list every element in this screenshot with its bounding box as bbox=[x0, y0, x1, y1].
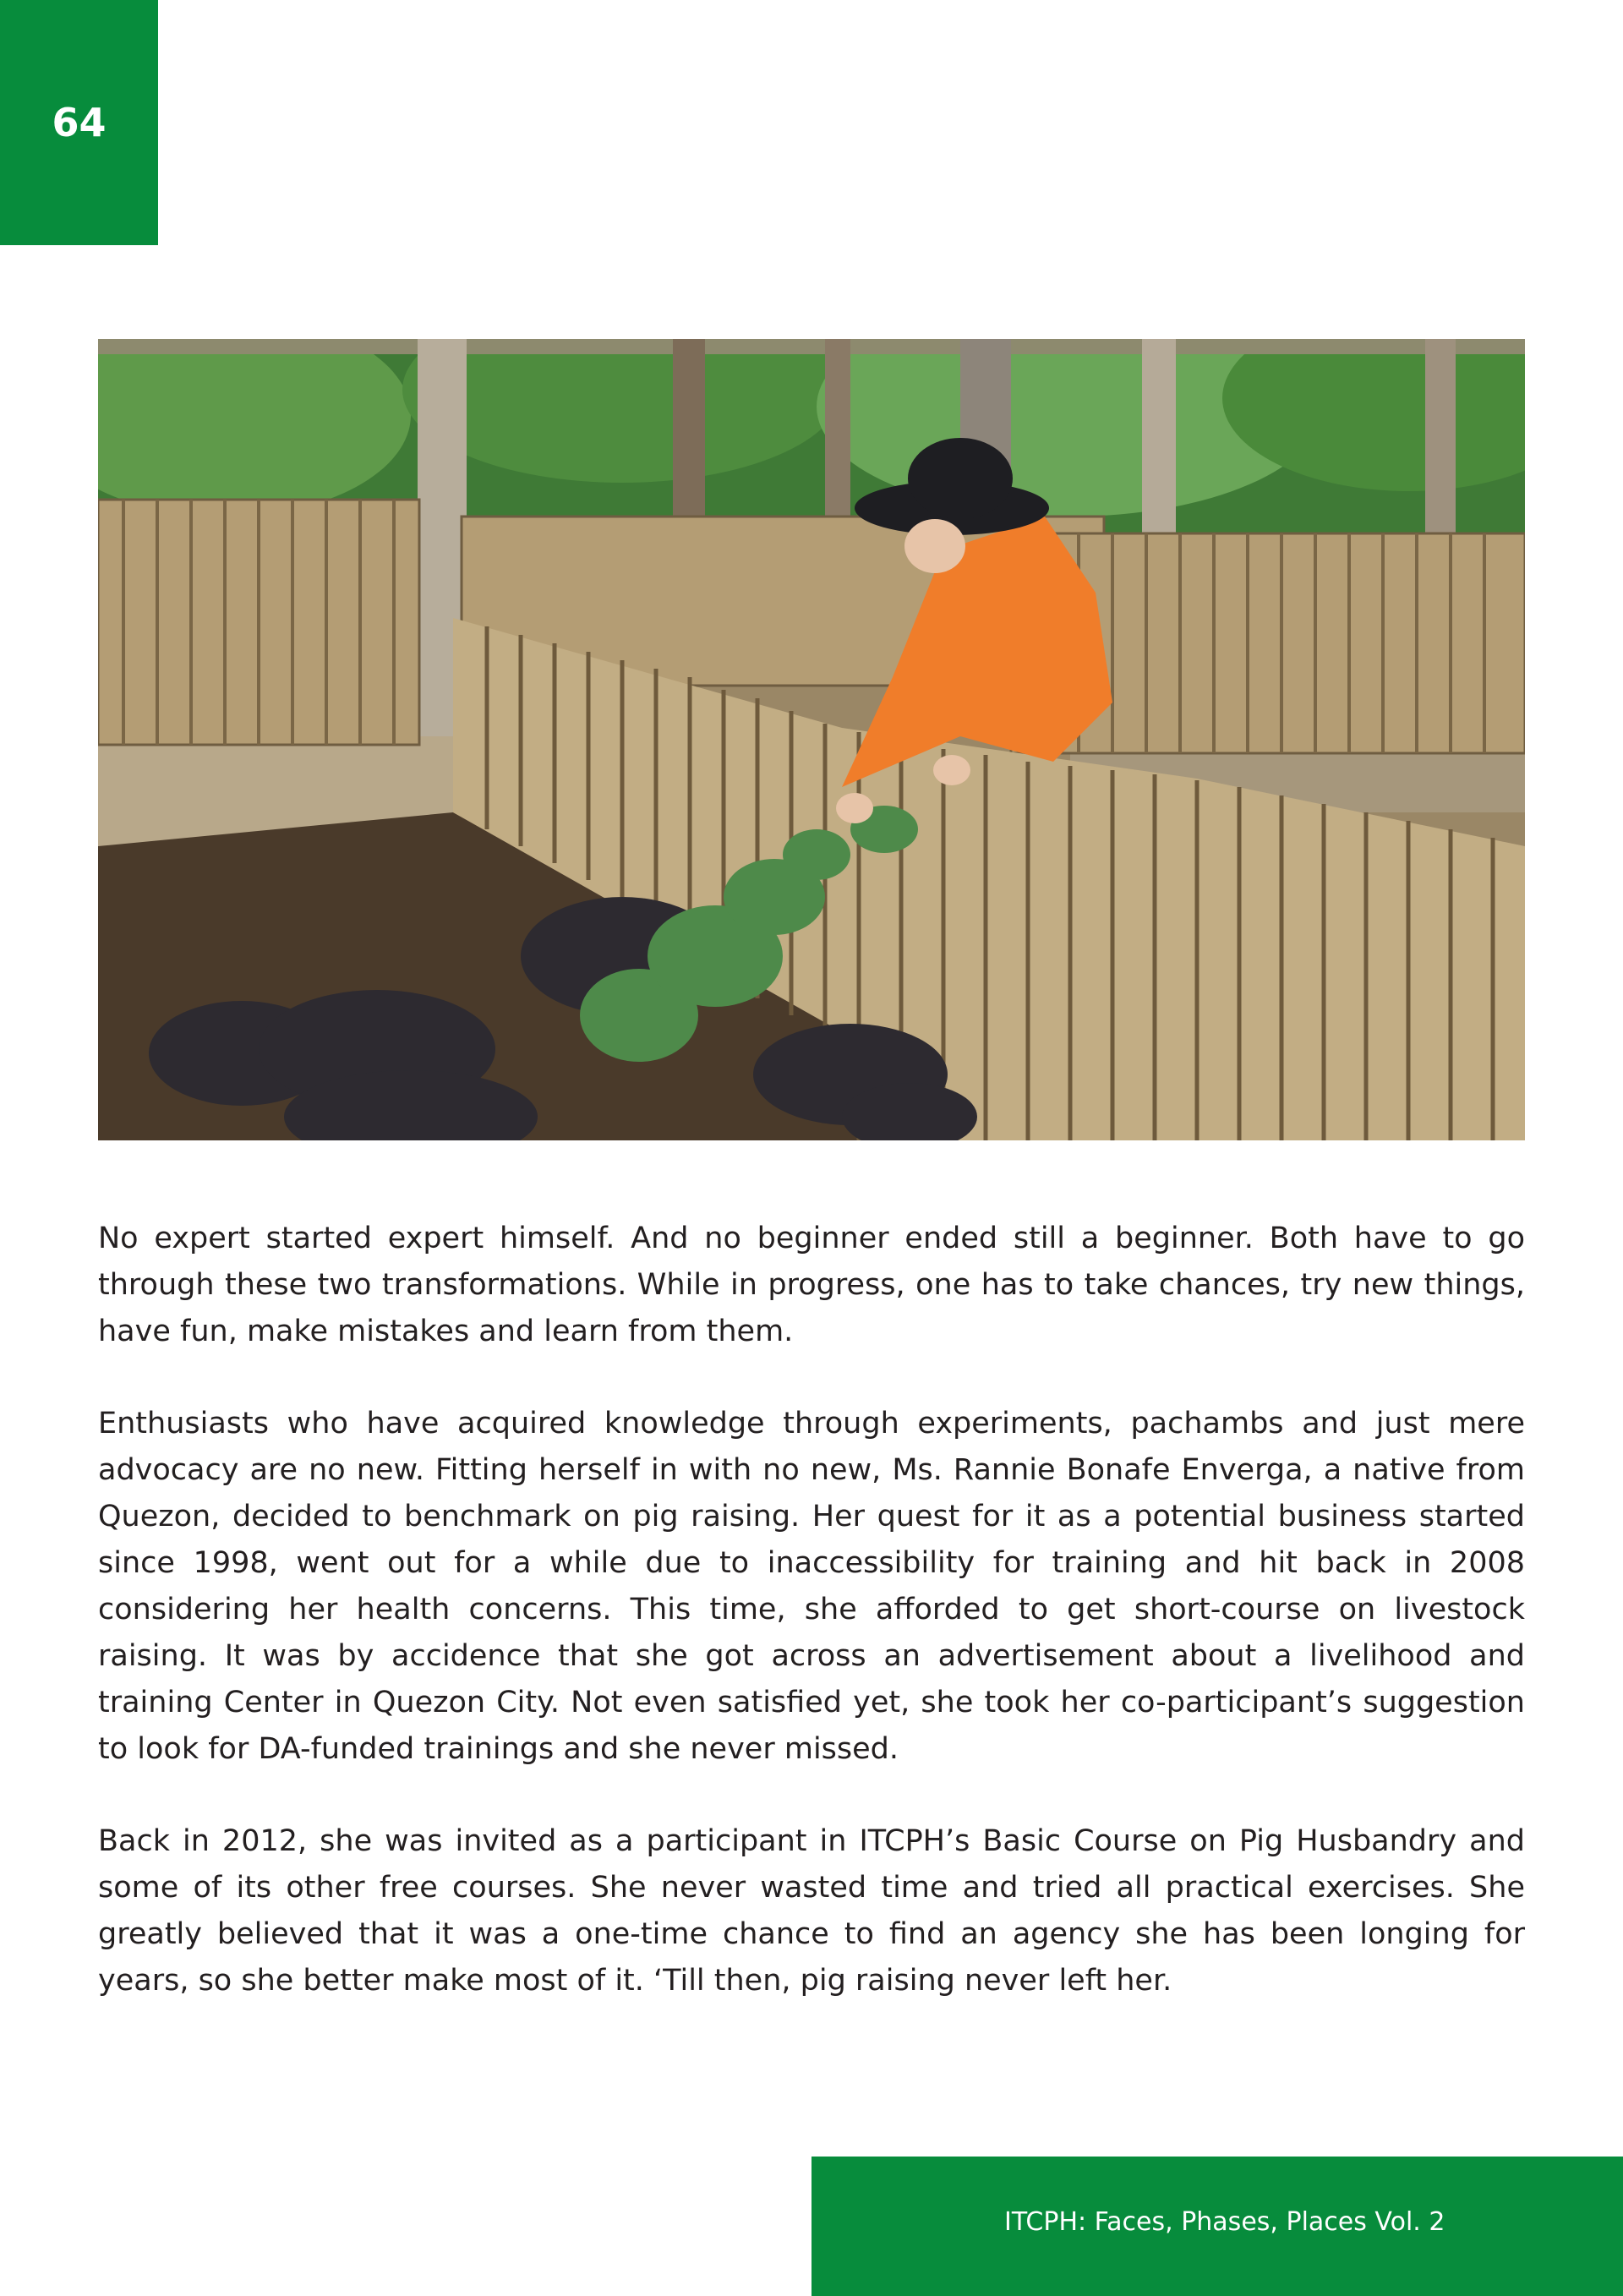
page-number: 64 bbox=[52, 100, 107, 145]
photo-illustration bbox=[98, 339, 1525, 1140]
paragraph-3: Back in 2012, she was invited as a participant in ITCPH’s Basic Course on Pig Husbandry and some of its other free courses. She never wasted time and tried all practical exercises. She greatly believed that it was a one-time chance to find an agency she has been longing for years, so she better make most of it. ‘Till then, pig raising never left her. bbox=[98, 1824, 1525, 1998]
paragraph-1: No expert started expert himself. And no beginner ended still a beginner. Both have to go through these two transformations. While in progress, one has to take chances, try new things, have fun, make mistakes and learn from them. bbox=[98, 1222, 1525, 1348]
paragraph-2: Enthusiasts who have acquired knowledge through experiments, pachambs and just mere advocacy are no new. Fitting herself in with no new, Ms. Rannie Bonafe Enverga, a native from Quezon, decided to benchmark on pig raising. Her quest for it as a potential business started since 1998, went out for a while due to inaccessibility for training and hit back in 2008 considering her health concerns. This time, she afforded to get short-course on livestock raising. It was by accidence that she got across an advertisement about a livelihood and training Center in Quezon City. Not even satisfied yet, she took her co-participant’s suggestion to look for DA-funded trainings and she never missed. bbox=[98, 1407, 1525, 1766]
article-body bbox=[98, 1216, 1525, 2050]
publication-title: ITCPH: Faces, Phases, Places Vol. 2 bbox=[1004, 2207, 1445, 2237]
page-number-badge bbox=[0, 0, 158, 245]
feature-photo bbox=[98, 339, 1525, 1140]
footer-band bbox=[812, 2157, 1623, 2296]
